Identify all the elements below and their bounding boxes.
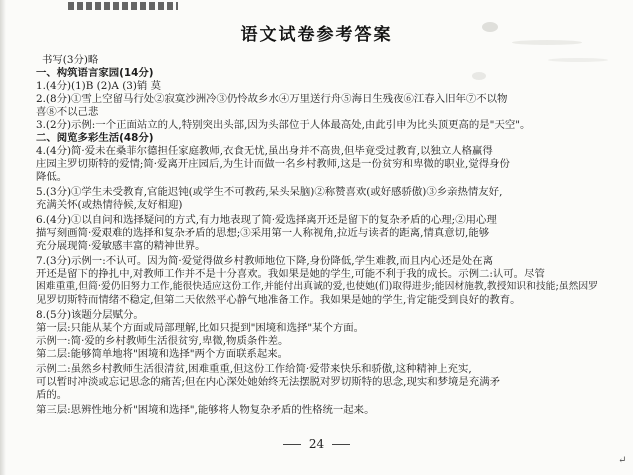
scan-smudge <box>548 58 608 62</box>
cropped-header-text <box>68 2 178 10</box>
answer-line: 6.(4分)①以自问和选择疑问的方式,有力地表现了简·爱选择离开还是留下的复杂矛盾的心理;②用心理 <box>36 214 497 226</box>
answer-line: 2.(8分)①雪上空留马行处②寂寞沙洲冷③仍怜故乡水④万里送行舟⑤海日生残夜⑥江春入旧年⑦不以物 <box>36 93 508 105</box>
answer-line: 第三层:思辨性地分析"困境和选择",能够将人物复杂矛盾的性格统一起来。 <box>36 404 375 416</box>
answer-line: 盾的。 <box>36 389 68 401</box>
answer-line: 喜⑧不以己悲 <box>36 106 99 118</box>
answer-line: 第一层:只能从某个方面或局部理解,比如只提到"困境和选择"某个方面。 <box>36 322 365 334</box>
page-number-value: 24 <box>308 437 325 451</box>
section-heading: 二、阅览多彩生活(48分) <box>36 132 154 144</box>
answer-line: 降低。 <box>36 171 68 183</box>
scan-shadow <box>0 0 6 475</box>
answer-line: 可以暂时冲淡或忘记思念的痛苦;但在内心深处她始终无法摆脱对罗切斯特的思念,现实和梦境是充满矛 <box>36 376 500 388</box>
page-title: 语文试卷参考答案 <box>240 25 393 45</box>
answer-line: 5.(3分)①学生未受教育,官能迟钝(或学生不可教药,呆头呆脑)②称赞喜欢(或好感骄傲)③乡亲热情友好, <box>36 186 503 198</box>
answer-line: 充满关怀(或热情待候,友好相迎) <box>36 199 183 211</box>
answer-line: 4.(4分)简·爱未在桑菲尔德担任家庭教师,衣食无忧,虽出身并不高贵,但毕竟受过教育,以独立人格赢得 <box>36 145 493 157</box>
answer-line: 见罗切斯特而情绪不稳定,但第二天依然平心静气地准备工作。我如果是她的学生,肯定能受到良好的教育。 <box>36 294 521 306</box>
answer-line: 书写(3分)略 <box>42 54 99 66</box>
answer-line: 描写刻画简·爱艰难的选择和复杂矛盾的思想;③采用第一人称视角,拉近与读者的距离,情真意切,能够 <box>36 227 490 239</box>
answer-line: 庄园主罗切斯特的爱情;简·爱离开庄园后,为生计而做一名乡村教师,这是一份贫穷和卑微的职业,觉得身份 <box>36 158 510 170</box>
paragraph-return-icon: ↵ <box>618 455 627 466</box>
answer-line: 示例二:虽然乡村教师生活很清贫,困难重重,但这份工作给简·爱带来快乐和骄傲,这种精神上充实, <box>36 363 472 375</box>
scan-smudge <box>472 72 486 80</box>
answer-line: 充分展现简·爱敏感丰富的精神世界。 <box>36 240 206 252</box>
page-number <box>0 437 633 451</box>
page-number-dash <box>283 444 301 445</box>
answer-line: 8.(5分)该题分层赋分。 <box>36 309 144 321</box>
page-number-dash <box>332 444 350 445</box>
answer-line: 第二层:能够简单地将"困境和选择"两个方面联系起来。 <box>36 348 289 360</box>
answer-line: 7.(3分)示例一:不认可。因为简·爱觉得做乡村教师地位下降,身份降低,学生难教,而且内心还是处在离 <box>36 255 493 267</box>
answer-line: 困难重重,但简·爱仍旧努力工作,能很快适应这份工作,并能付出真诚的爱,也使她(们)取得进步;能因材施教,教授知识和技能;虽然因罗 <box>36 281 598 292</box>
section-heading: 一、构筑语言家园(14分) <box>36 67 154 79</box>
answer-line: 开还是留下的挣扎中,对教师工作并不是十分喜欢。我如果是她的学生,可能不利于我的成长。示例二:认可。尽管 <box>36 268 545 280</box>
answer-line: 示例一:简·爱的乡村教师生活很贫穷,卑微,物质条件差。 <box>36 335 289 347</box>
answer-line: 3.(2分)示例:一个正面站立的人,特别突出头部,因为头部位于人体最高处,由此引申为比头顶更高的是"天空"。 <box>36 119 531 131</box>
answer-line: 1.(4分)(1)B (2)A (3)销 莫 <box>36 80 162 92</box>
